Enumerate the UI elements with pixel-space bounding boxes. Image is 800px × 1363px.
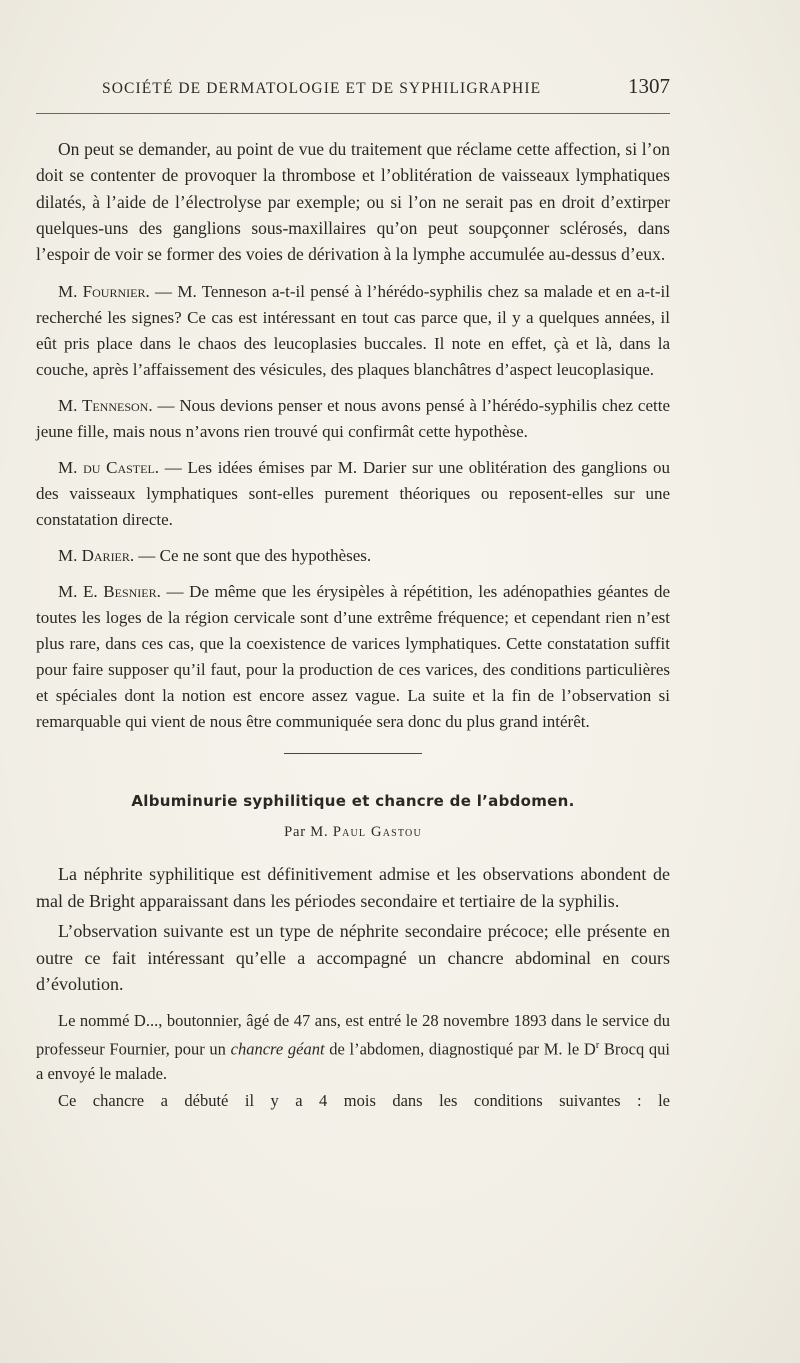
page-body [36,136,670,1115]
speaker-du-castel-prefix: M. [58,458,84,478]
byline-prefix: Par M. [284,824,333,841]
patient-text-1: Le nommé D..., boutonnier, âgé de 47 ans, est entré le 28 novembre 1893 dans le service du professeur Fournier, pour un [36,1010,670,1059]
article-byline [36,824,670,841]
article-paragraph-patient [36,1008,670,1087]
patient-diagnosis: chancre géant [230,1039,325,1059]
page-number: 1307 [628,74,670,98]
paragraph-fournier [36,279,670,383]
section-divider [284,753,422,754]
article-paragraph-chancre: Ce chancre a débuté il y a 4 mois dans les conditions suivantes : le [58,1091,670,1111]
article-title: Albuminurie syphilitique et chancre de l’abdomen. [131,792,575,811]
speaker-darier: M. Darier. [58,546,135,566]
running-title: SOCIÉTÉ DE DERMATOLOGIE ET DE SYPHILIGRAPHIE [102,80,542,97]
patient-text-2: de l’abdomen, diagnostiqué par M. le D [324,1039,596,1059]
running-header [36,74,670,102]
header-rule [36,113,670,114]
paragraph-du-castel [36,455,670,533]
byline-author: Paul Gastou [332,824,422,841]
paragraph-darier-text: — Ce ne sont que des hypothèses. [134,546,372,566]
paragraph-darier [36,543,670,569]
paragraph-traitement: On peut se demander, au point de vue du traitement que réclame cette affection, si l’on doit se contenter de provoquer la thrombose et l’oblitération de vaisseaux lymphatiques dilatés, à l’aide de l’électrolyse par exemple; ou si l’on ne serait pas en droit d’extirper quelques-uns des ganglions sous-maxillaires qu’on peut soupçonner sclérosés, dans l’espoir de voir se former des voies de dérivation à la lymphe accumulée au-dessus d’eux. [36,139,670,265]
speaker-tenneson: M. Tenneson. [58,396,153,416]
speaker-du-castel: du Castel. [83,458,160,478]
paragraph-besnier [36,579,670,735]
article-paragraph-observation: L’observation suivante est un type de néphrite secondaire précoce; elle présente en outre ce fait intéressant qu’elle a accompagné un chancre abdominal en cours d’évolution. [36,921,670,995]
doctor-abbrev-sup: r [595,1039,600,1051]
paragraph-besnier-text: — De même que les érysipèles à répétition, les adénopathies géantes de toutes les loges de la région cervicale sont d’une extrême fréquence; et cependant rien n’est plus rare, dans ces cas, que la coexistence de varices lymphatiques. Cette constatation suffit pour faire supposer qu’il faut, pour la production de ces varices, des conditions particulières et spéciales dont la notion est encore assez vague. La suite et la fin de l’observation si remarquable qui vient de nous être communiquée sera donc du plus grand intérêt. [36,582,670,732]
paragraph-tenneson-text: — Nous devions penser et nous avons pensé à l’hérédo-syphilis chez cette jeune fille, mais nous n’avons rien trouvé qui confirmât cette hypothèse. [36,396,670,442]
patient-text-3: Brocq qui a envoyé le malade. [36,1039,670,1084]
paragraph-fournier-text: — M. Tenneson a-t-il pensé à l’hérédo-syphilis chez sa malade et en a-t-il recherché les signes? Ce cas est intéressant en tout cas parce que, il y a quelques années, il eût pris place dans le chaos des leucoplasies buccales. Il note en effet, çà et là, dans la couche, après l’affaissement des vésicules, des plaques blanchâtres d’aspect leucoplasique. [36,282,670,380]
speaker-fournier: M. Fournier. [58,282,150,302]
speaker-besnier: M. E. Besnier. [58,582,161,602]
paragraph-tenneson [36,393,670,445]
paragraph-du-castel-text: — Les idées émises par M. Darier sur une oblitération des ganglions ou des vaisseaux lymphatiques sont-elles purement théoriques ou reposent-elles sur une constatation directe. [36,458,670,530]
article-paragraph-nephrite: La néphrite syphilitique est définitivement admise et les observations abondent de mal de Bright apparaissant dans les périodes secondaire et tertiaire de la syphilis. [36,864,670,911]
